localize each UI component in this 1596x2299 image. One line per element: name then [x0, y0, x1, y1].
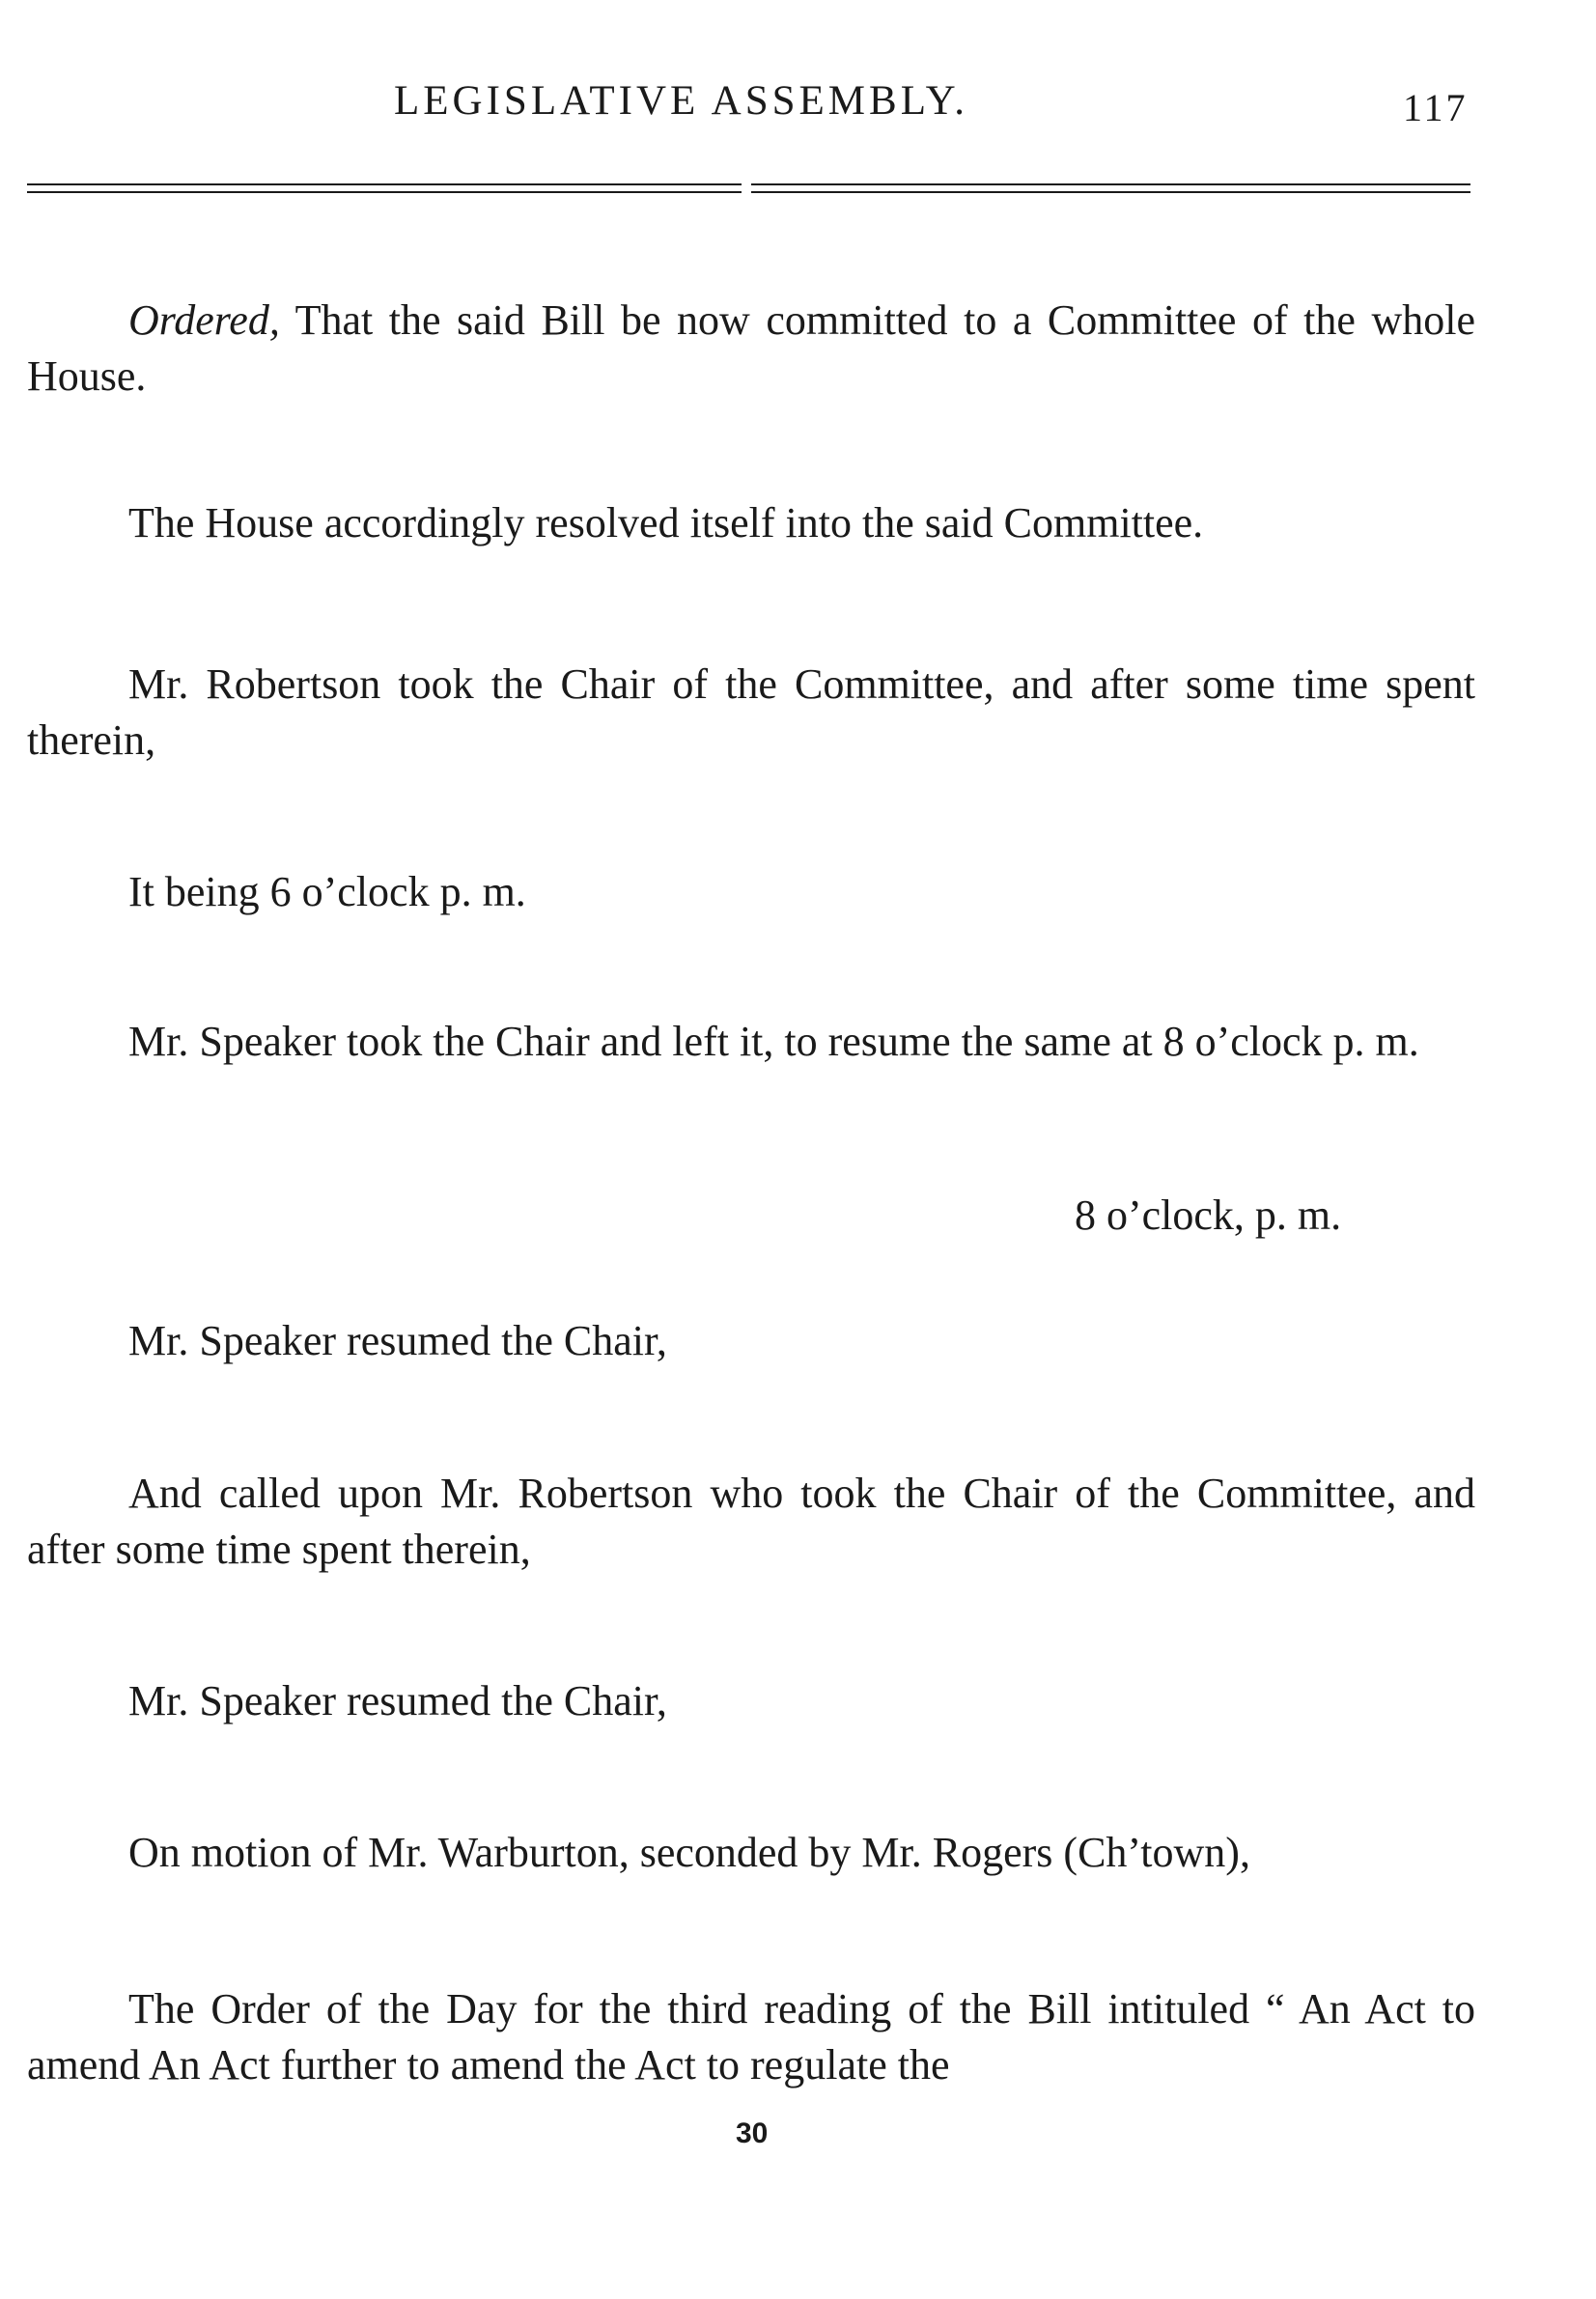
- paragraph-text: Mr. Speaker resumed the Chair,: [128, 1317, 667, 1364]
- paragraph-text: Mr. Speaker took the Chair and left it, to resume the same at 8 o’clock p. m.: [128, 1018, 1419, 1065]
- time-marker: 8 o’clock, p. m.: [1075, 1192, 1342, 1239]
- signature-mark: 30: [736, 2117, 769, 2149]
- paragraph-order-of-day: [27, 1981, 1475, 2093]
- paragraph-text: On motion of Mr. Warburton, seconded by Mr. Rogers (Ch’town),: [128, 1829, 1250, 1876]
- page-number: 117: [1403, 86, 1469, 129]
- paragraph-text: And called upon Mr. Robertson who took the Chair of the Committee, and after some time spent therein,: [27, 1470, 1475, 1573]
- paragraph-speaker-resumed-2: [27, 1673, 1475, 1729]
- paragraph-text: The Order of the Day for the third reading of the Bill intituled “ An Act to amend An Act further to amend the Act to regulate the: [27, 1985, 1475, 2089]
- paragraph-text: Mr. Robertson took the Chair of the Committee, and after some time spent therein,: [27, 660, 1475, 764]
- paragraph-robertson-chair: [27, 657, 1475, 769]
- header-rule-gap: [742, 180, 751, 195]
- paragraph-speaker-resumed: [27, 1313, 1475, 1369]
- paragraph-text: Mr. Speaker resumed the Chair,: [128, 1677, 667, 1724]
- paragraph-six-oclock: [27, 864, 1475, 920]
- paragraph-called-upon: [27, 1466, 1475, 1578]
- paragraph-text: The House accordingly resolved itself into the said Committee.: [128, 499, 1204, 547]
- paragraph-motion: [27, 1825, 1475, 1881]
- ordered-lead: Ordered,: [128, 296, 280, 344]
- running-header-title: LEGISLATIVE ASSEMBLY.: [394, 78, 968, 124]
- paragraph-text: It being 6 o’clock p. m.: [128, 868, 526, 915]
- paragraph-ordered: [27, 293, 1475, 405]
- paragraph-text: That the said Bill be now committed to a Committee of the whole House.: [27, 296, 1475, 400]
- paragraph-house-resolved: [27, 495, 1475, 551]
- paragraph-speaker-left: [27, 1014, 1475, 1070]
